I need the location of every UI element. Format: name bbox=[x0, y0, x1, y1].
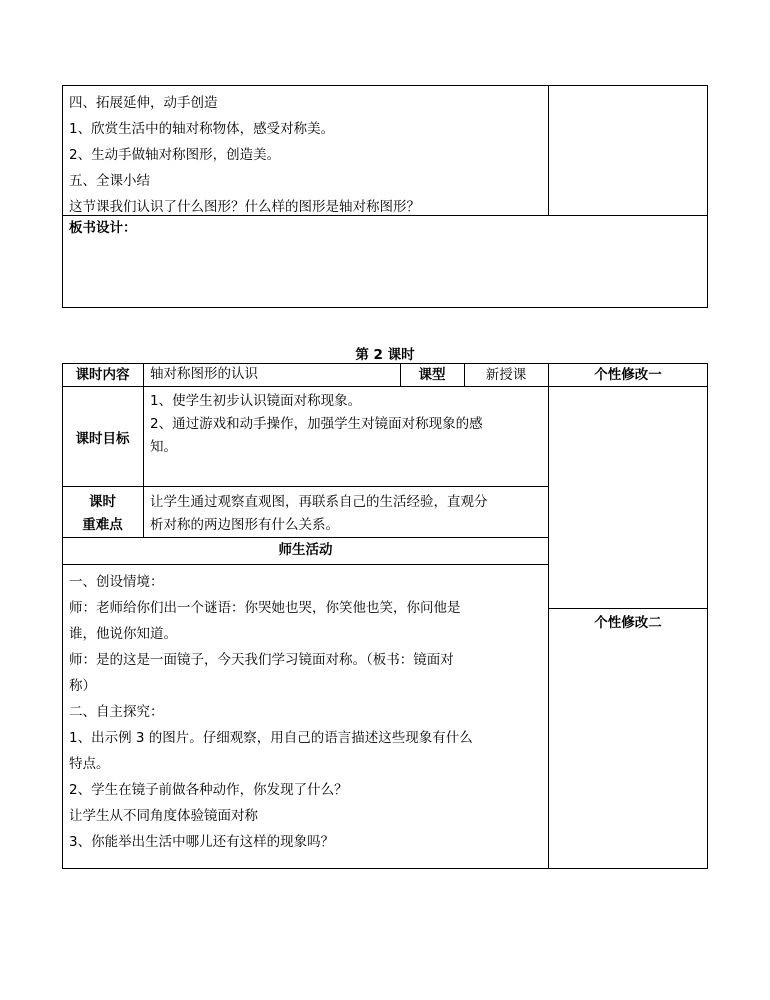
key-label-line-1: 课时 bbox=[89, 494, 116, 510]
key-label-line-2: 重难点 bbox=[82, 517, 123, 533]
table-2-header-divider bbox=[62, 386, 708, 387]
activity-line: 1、出示例 3 的图片。仔细观察，用自己的语言描述这些现象有什么 bbox=[69, 730, 473, 746]
table-2-goal-divider bbox=[62, 486, 549, 487]
table-2-key-divider bbox=[62, 537, 549, 538]
table-1-line: 四、拓展延伸，动手创造 bbox=[69, 95, 218, 111]
table-1-line: 1、欣赏生活中的轴对称物体，感受对称美。 bbox=[69, 121, 335, 137]
activity-line: 3、你能举出生活中哪儿还有这样的现象吗？ bbox=[69, 834, 335, 850]
activity-line: 师：老师给你们出一个谜语：你哭她也哭，你笑他也笑，你问他是 bbox=[69, 600, 461, 616]
goal-line: 2、通过游戏和动手操作，加强学生对镜面对称现象的感 bbox=[150, 416, 483, 432]
table-2-activity-header-divider bbox=[62, 564, 549, 565]
table-1-line: 五、全课小结 bbox=[69, 173, 150, 189]
type-value: 新授课 bbox=[485, 367, 527, 383]
goal-line: 知。 bbox=[150, 439, 177, 455]
content-value: 轴对称图形的认识 bbox=[150, 366, 258, 382]
activity-line: 特点。 bbox=[69, 756, 110, 772]
table-2-top-border bbox=[62, 363, 708, 364]
personal-edit-1-label: 个性修改一 bbox=[594, 367, 662, 383]
key-line: 让学生通过观察直观图，再联系自己的生活经验，直观分 bbox=[150, 494, 488, 510]
personal-edit-2-label: 个性修改二 bbox=[594, 615, 662, 631]
activity-line: 2、学生在镜子前做各种动作，你发现了什么？ bbox=[69, 782, 348, 798]
goal-label: 课时目标 bbox=[75, 431, 130, 447]
content-label: 课时内容 bbox=[75, 367, 130, 383]
activity-line: 一、创设情境： bbox=[69, 574, 164, 590]
table-1-left-border bbox=[62, 85, 63, 308]
activity-line: 让学生从不同角度体验镜面对称 bbox=[69, 808, 258, 824]
goal-line: 1、使学生初步认识镜面对称现象。 bbox=[150, 393, 362, 409]
activity-line: 师：是的这是一面镜子，今天我们学习镜面对称。（板书：镜面对 bbox=[69, 652, 454, 668]
section-title: 第 2 课时 bbox=[355, 347, 415, 363]
type-label: 课型 bbox=[418, 367, 446, 383]
table-1-bottom-border bbox=[62, 307, 708, 308]
activity-line: 二、自主探究： bbox=[69, 704, 164, 720]
table-1-column-divider bbox=[548, 85, 549, 216]
activity-line: 称） bbox=[69, 678, 96, 694]
board-design-label: 板书设计： bbox=[69, 220, 137, 236]
table-1-line: 2、生动手做轴对称图形，创造美。 bbox=[69, 147, 281, 163]
activity-line: 谁，他说你知道。 bbox=[69, 626, 177, 642]
table-2-edit-divider bbox=[548, 608, 708, 609]
table-1-line: 这节课我们认识了什么图形？什么样的图形是轴对称图形？ bbox=[69, 199, 420, 215]
key-line: 析对称的两边图形有什么关系。 bbox=[150, 517, 339, 533]
table-1-top-border bbox=[62, 85, 708, 86]
activity-header: 师生活动 bbox=[278, 542, 333, 558]
table-1-right-border bbox=[707, 85, 708, 308]
table-2-bottom-border bbox=[62, 868, 708, 869]
table-2-label-column-divider bbox=[143, 363, 144, 538]
